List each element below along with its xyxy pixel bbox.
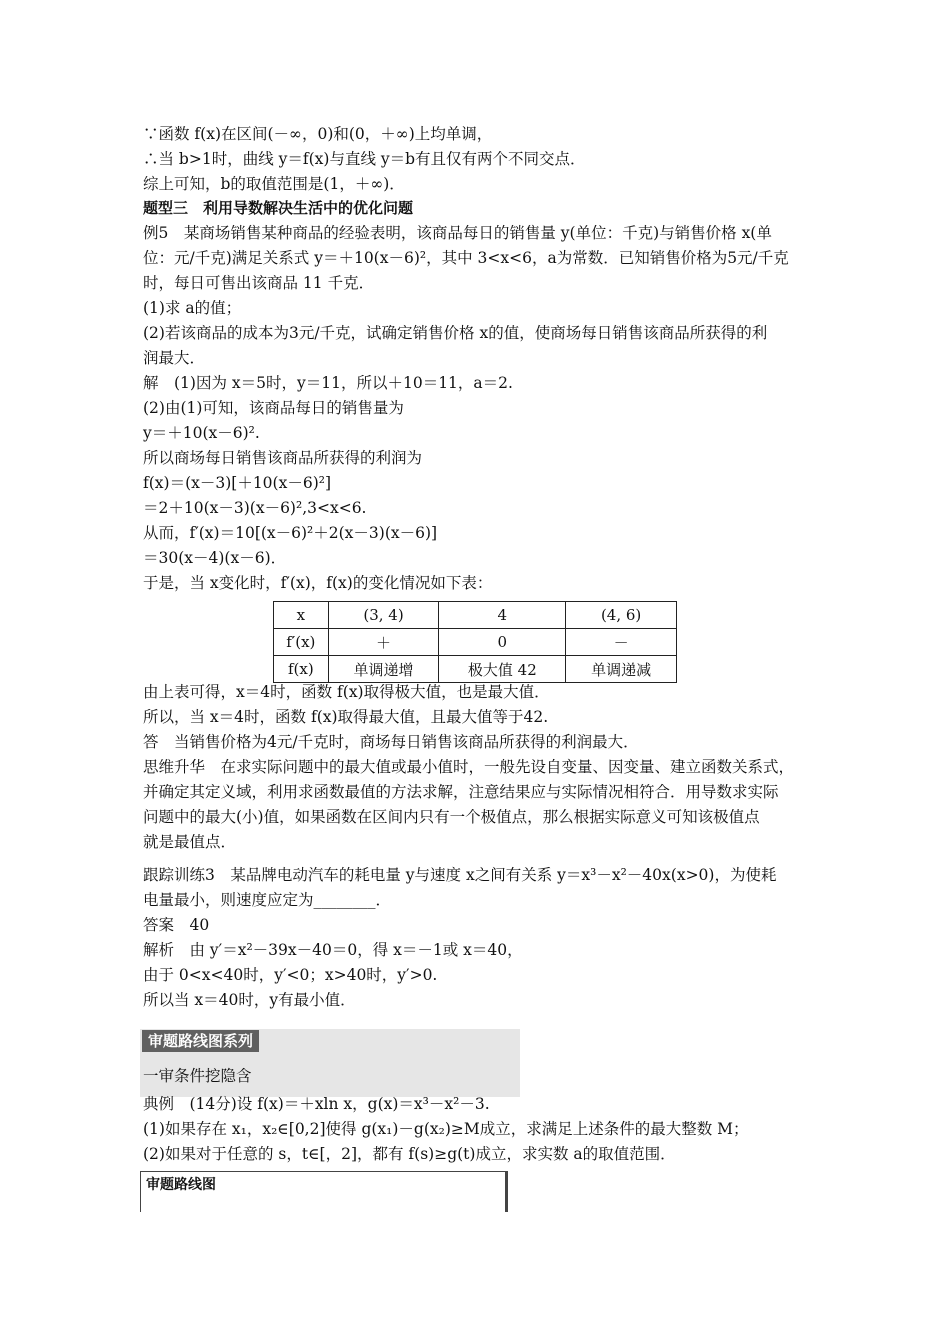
- table-cell: 4: [439, 602, 566, 629]
- text-line: 所以当 x＝40时，y有最小值．: [143, 991, 356, 1009]
- text-line: 答 当销售价格为4元/千克时，商场每日销售该商品所获得的利润最大．: [143, 733, 639, 751]
- text-line: ＝2＋10(x－3)(x－6)²,3<x<6.: [143, 499, 367, 517]
- table-cell: 0: [439, 629, 566, 656]
- text-line: ∵函数 f(x)在区间(－∞，0)和(0，＋∞)上均单调，: [143, 125, 493, 143]
- table-cell: (4, 6): [566, 602, 677, 629]
- text-line: 典例 (14分)设 f(x)＝＋xln x，g(x)＝x³－x²－3.: [143, 1095, 490, 1113]
- table-cell: (3, 4): [328, 602, 439, 629]
- text-line: 答案 40: [143, 916, 210, 934]
- table-cell: 单调递增: [328, 656, 439, 683]
- text-line: 一审条件挖隐含: [143, 1067, 252, 1085]
- table-cell: x: [274, 602, 329, 629]
- text-line: 就是最值点．: [143, 833, 237, 851]
- table-cell: f′(x): [274, 629, 329, 656]
- text-line: 位：元/千克)满足关系式 y＝＋10(x－6)²，其中 3<x<6，a为常数．已知销售价格为5元/千克: [143, 249, 789, 267]
- text-line: (1)求 a的值；: [143, 299, 242, 317]
- table-cell: 单调递减: [566, 656, 677, 683]
- text-line: y＝＋10(x－6)².: [143, 424, 260, 442]
- text-line: ∴当 b>1时，曲线 y＝f(x)与直线 y＝b有且仅有两个不同交点．: [143, 150, 586, 168]
- text-line: 并确定其定义域，利用求函数最值的方法求解，注意结果应与实际情况相符合．用导数求实际: [143, 783, 779, 801]
- text-line: (1)如果存在 x₁，x₂∈[0,2]使得 g(x₁)－g(x₂)≥M成立，求满足上述条件的最大整数 M；: [143, 1120, 749, 1138]
- table-row: [274, 656, 677, 683]
- table-cell: ＋: [328, 629, 439, 656]
- table-row: [274, 602, 677, 629]
- variation-table: [273, 601, 677, 683]
- text-line: 从而，f′(x)＝10[(x－6)²＋2(x－3)(x－6)]: [143, 524, 438, 542]
- series-banner-label: 审题路线图系列: [142, 1030, 259, 1052]
- text-line: 时，每日可售出该商品 11 千克．: [143, 274, 375, 292]
- text-line: 问题中的最大(小)值，如果函数在区间内只有一个极值点，那么根据实际意义可知该极值点: [143, 808, 760, 826]
- text-line: (2)若该商品的成本为3元/千克，试确定销售价格 x的值，使商场每日销售该商品所获得的利: [143, 324, 768, 342]
- text-line: 思维升华 在求实际问题中的最大值或最小值时，一般先设自变量、因变量、建立函数关系式，: [143, 758, 795, 776]
- text-line: 解 (1)因为 x＝5时，y＝11，所以＋10＝11，a＝2.: [143, 374, 513, 392]
- text-line: f(x)＝(x－3)[＋10(x－6)²]: [143, 474, 331, 492]
- route-map-title: 审题路线图: [146, 1177, 216, 1193]
- text-line: 润最大．: [143, 349, 206, 367]
- text-line: (2)由(1)可知，该商品每日的销售量为: [143, 399, 404, 417]
- text-line: 跟踪训练3 某品牌电动汽车的耗电量 y与速度 x之间有关系 y＝x³－x²－40x(x>0)，为使耗: [143, 866, 777, 884]
- text-line: (2)如果对于任意的 s，t∈[，2]，都有 f(s)≥g(t)成立，求实数 a的取值范围．: [143, 1145, 676, 1163]
- text-line: 由于 0<x<40时，y′<0；x>40时，y′>0.: [143, 966, 438, 984]
- text-line: 电量最小，则速度应定为________．: [143, 891, 392, 909]
- text-line: 例5 某商场销售某种商品的经验表明，该商品每日的销售量 y(单位：千克)与销售价格 x(单: [143, 224, 772, 242]
- section-heading: 题型三 利用导数解决生活中的优化问题: [143, 199, 414, 217]
- table-cell: 极大值 42: [439, 656, 566, 683]
- text-line: 所以，当 x＝4时，函数 f(x)取得最大值，且最大值等于42.: [143, 708, 549, 726]
- text-line: 解析 由 y′＝x²－39x－40＝0，得 x＝－1或 x＝40，: [143, 941, 523, 959]
- text-line: 综上可知，b的取值范围是(1，＋∞)．: [143, 175, 405, 193]
- table-cell: f(x): [274, 656, 329, 683]
- table-cell: －: [566, 629, 677, 656]
- table-row: [274, 629, 677, 656]
- text-line: ＝30(x－4)(x－6)．: [143, 549, 287, 567]
- text-line: 由上表可得，x＝4时，函数 f(x)取得极大值，也是最大值．: [143, 683, 550, 701]
- text-line: 于是，当 x变化时，f′(x)，f(x)的变化情况如下表：: [143, 574, 493, 592]
- text-line: 所以商场每日销售该商品所获得的利润为: [143, 449, 423, 467]
